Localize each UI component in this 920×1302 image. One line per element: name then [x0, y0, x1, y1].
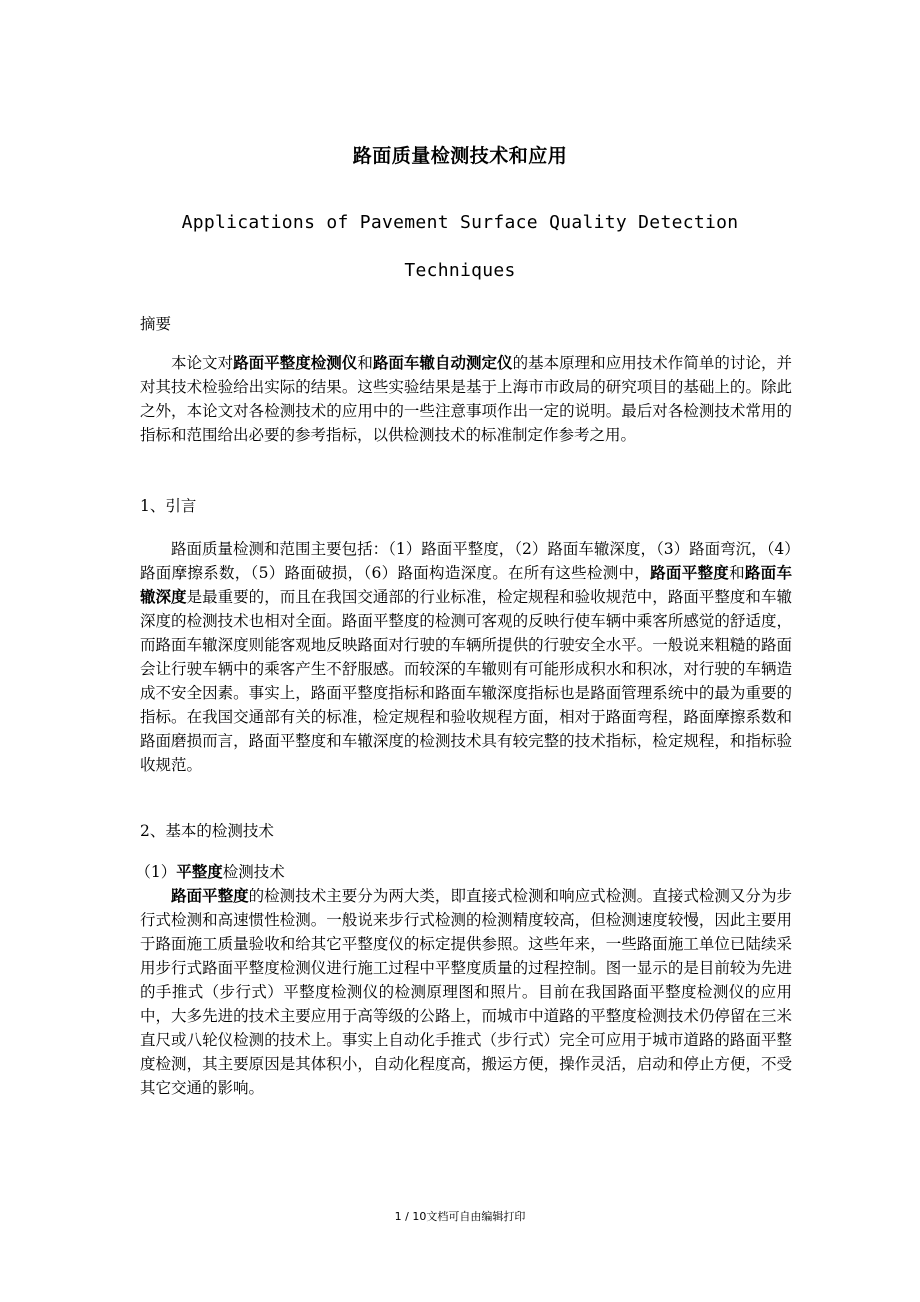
abstract-bold-term-1: 路面平整度检测仪: [233, 353, 358, 372]
section1-bold-term-2: 路面车辙深度: [140, 563, 792, 606]
abstract-paragraph: 本论文对路面平整度检测仪和路面车辙自动测定仪的基本原理和应用技术作简单的讨论，并对其技术检验给出实际的结果。这些实验结果是基于上海市市政局的研究项目的基础上的。除此之外，本论文对各检测技术的应用中的一些注意事项作出一定的说明。最后对各检测技术常用的指标和范围给出必要的参考指标，以供检测技术的标准制定作参考之用。: [140, 353, 792, 444]
section1-bold-term-1: 路面平整度: [650, 563, 730, 582]
abstract-heading: 摘要: [140, 315, 172, 333]
section2-heading: 2、基本的检测技术: [140, 822, 274, 840]
abstract-bold-term-2: 路面车辙自动测定仪: [372, 353, 513, 372]
subsection1: [135, 860, 792, 1100]
section1-heading: 1、引言: [140, 497, 197, 515]
subsection1-heading: （1）平整度检测技术: [135, 862, 285, 881]
title-english-line1: Applications of Pavement Surface Quality Detection: [181, 212, 739, 233]
subsection1-bold-term: 路面平整度: [171, 886, 249, 905]
title-chinese: 路面质量检测技术和应用: [352, 145, 568, 167]
subsection1-paragraph: 路面平整度的检测技术主要分为两大类，即直接式检测和响应式检测。直接式检测又分为步行式检测和高速惯性检测。一般说来步行式检测的检测精度较高，但检测速度较慢，因此主要用于路面施工质量验收和给其它平整度仪的标定提供参照。这些年来，一些路面施工单位已陆续采用步行式路面平整度检测仪进行施工过程中平整度质量的过程控制。图一显示的是目前较为先进的手推式（步行式）平整度检测仪的检测原理图和照片。目前在我国路面平整度检测仪的应用中，大多先进的技术主要应用于高等级的公路上，而城市中道路的平整度检测技术仍停留在三米直尺或八轮仪检测的技术上。事实上自动化手推式（步行式）完全可应用于城市道路的路面平整度检测，其主要原因是其体积小，自动化程度高，搬运方便，操作灵活，启动和停止方便，不受其它交通的影响。: [140, 886, 792, 1097]
page-footer: 1 / 10文档可自由编辑打印: [394, 1210, 526, 1223]
title-english-line2: Techniques: [404, 260, 516, 281]
section1-paragraph: 路面质量检测和范围主要包括：（1）路面平整度，（2）路面车辙深度，（3）路面弯沉，（4）路面摩擦系数，（5）路面破损，（6）路面构造深度。在所有这些检测中，路面平整度和路面车辙深度是最重要的，而且在我国交通部的行业标准，检定规程和验收规范中，路面平整度和车辙深度的检测技术也相对全面。路面平整度的检测可客观的反映行使车辆中乘客所感觉的舒适度，而路面车辙深度则能客观地反映路面对行驶的车辆所提供的行驶安全水平。一般说来粗糙的路面会让行驶车辆中的乘客产生不舒服感。而较深的车辙则有可能形成积水和积冰，对行驶的车辆造成不安全因素。事实上，路面平整度指标和路面车辙深度指标也是路面管理系统中的最为重要的指标。在我国交通部有关的标准，检定规程和验收规程方面，相对于路面弯程，路面摩擦系数和路面磨损而言，路面平整度和车辙深度的检测技术具有较完整的技术指标，检定规程，和指标验收规范。: [140, 540, 792, 774]
